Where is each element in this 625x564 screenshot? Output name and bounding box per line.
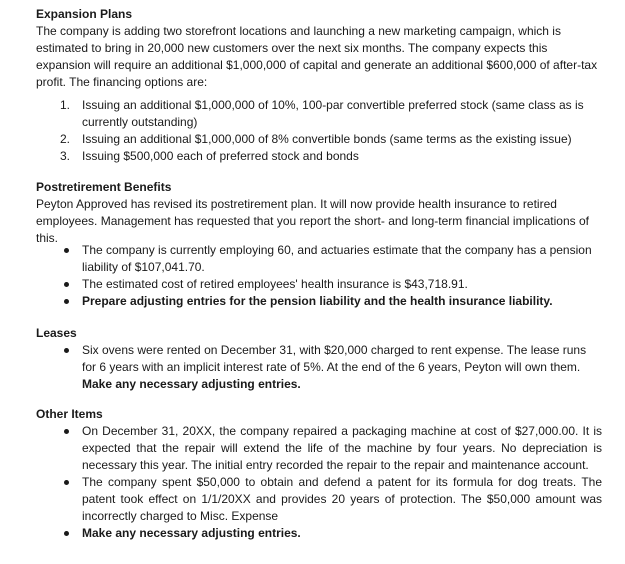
bullet-text: On December 31, 20XX, the company repaired a packaging machine at cost of $27,000.00. It is expected that the repair will extend the life of the machine by four years. No depreciation is necessary this year. The initial entry recorded the repair to the repair and maintenance account. — [82, 424, 602, 472]
bullet-text: Six ovens were rented on December 31, with $20,000 charged to rent expense. The lease runs for 6 years with an implicit interest rate of 5%. At the end of the 6 years, Peyton will own them. — [82, 343, 587, 374]
list-item — [36, 242, 602, 276]
bullet-text: The company is currently employing 60, and actuaries estimate that the company has a pension liability of $107,041.70. — [82, 243, 592, 274]
financing-option-1 — [36, 97, 602, 131]
other-items-bullets — [36, 423, 602, 542]
bullet-icon — [64, 282, 69, 287]
bullet-icon — [64, 480, 69, 485]
option-text: Issuing $500,000 each of preferred stock and bonds — [82, 149, 359, 163]
postretirement-benefits-section — [36, 179, 602, 247]
option-number: 2. — [60, 132, 71, 146]
leases-bullets — [36, 342, 602, 393]
leases-heading: Leases — [36, 326, 77, 340]
list-item — [36, 342, 602, 393]
expansion-plans-section — [36, 6, 602, 91]
list-item — [36, 525, 602, 542]
financing-option-2 — [36, 131, 602, 148]
other-items-heading: Other Items — [36, 407, 103, 421]
other-items-section — [36, 406, 602, 423]
list-item — [36, 423, 602, 474]
option-text: Issuing an additional $1,000,000 of 8% convertible bonds (same terms as the existing issue) — [82, 132, 572, 146]
list-item — [36, 293, 602, 310]
bullet-text: The estimated cost of retired employees' health insurance is $43,718.91. — [82, 277, 468, 291]
postretirement-task: Prepare adjusting entries for the pension liability and the health insurance liability. — [82, 294, 553, 308]
list-item — [36, 276, 602, 293]
option-number: 3. — [60, 149, 71, 163]
expansion-plans-intro: The company is adding two storefront locations and launching a new marketing campaign, which is estimated to bring in 20,000 new customers over the next six months. The company expects this expansion will require an additional $1,000,000 of capital and generate an additional $600,000 of after-tax profit. The financing options are: — [36, 24, 598, 89]
bullet-icon — [64, 248, 69, 253]
leases-section — [36, 325, 602, 342]
expansion-plans-heading: Expansion Plans — [36, 7, 133, 21]
bullet-icon — [64, 348, 69, 353]
bullet-text: The company spent $50,000 to obtain and defend a patent for its formula for dog treats. The patent took effect on 1/1/20XX and provides 20 years of protection. The $50,000 amount was incorrectly charged to Misc. Expense — [82, 475, 602, 523]
option-number: 1. — [60, 98, 71, 112]
bullet-icon — [64, 429, 69, 434]
postretirement-intro: Peyton Approved has revised its postretirement plan. It will now provide health insurance to retired employees. Management has requested that you report the short- and long-term financial implications of this. — [36, 197, 589, 245]
financing-option-3 — [36, 148, 602, 165]
option-text: Issuing an additional $1,000,000 of 10%, 100-par convertible preferred stock (same class as is currently outstanding) — [82, 98, 584, 129]
financing-options-list — [36, 97, 602, 165]
bullet-icon — [64, 531, 69, 536]
postretirement-bullets — [36, 242, 602, 310]
leases-task: Make any necessary adjusting entries. — [82, 377, 301, 391]
list-item — [36, 474, 602, 525]
other-items-task: Make any necessary adjusting entries. — [82, 526, 301, 540]
postretirement-heading: Postretirement Benefits — [36, 180, 172, 194]
bullet-icon — [64, 299, 69, 304]
